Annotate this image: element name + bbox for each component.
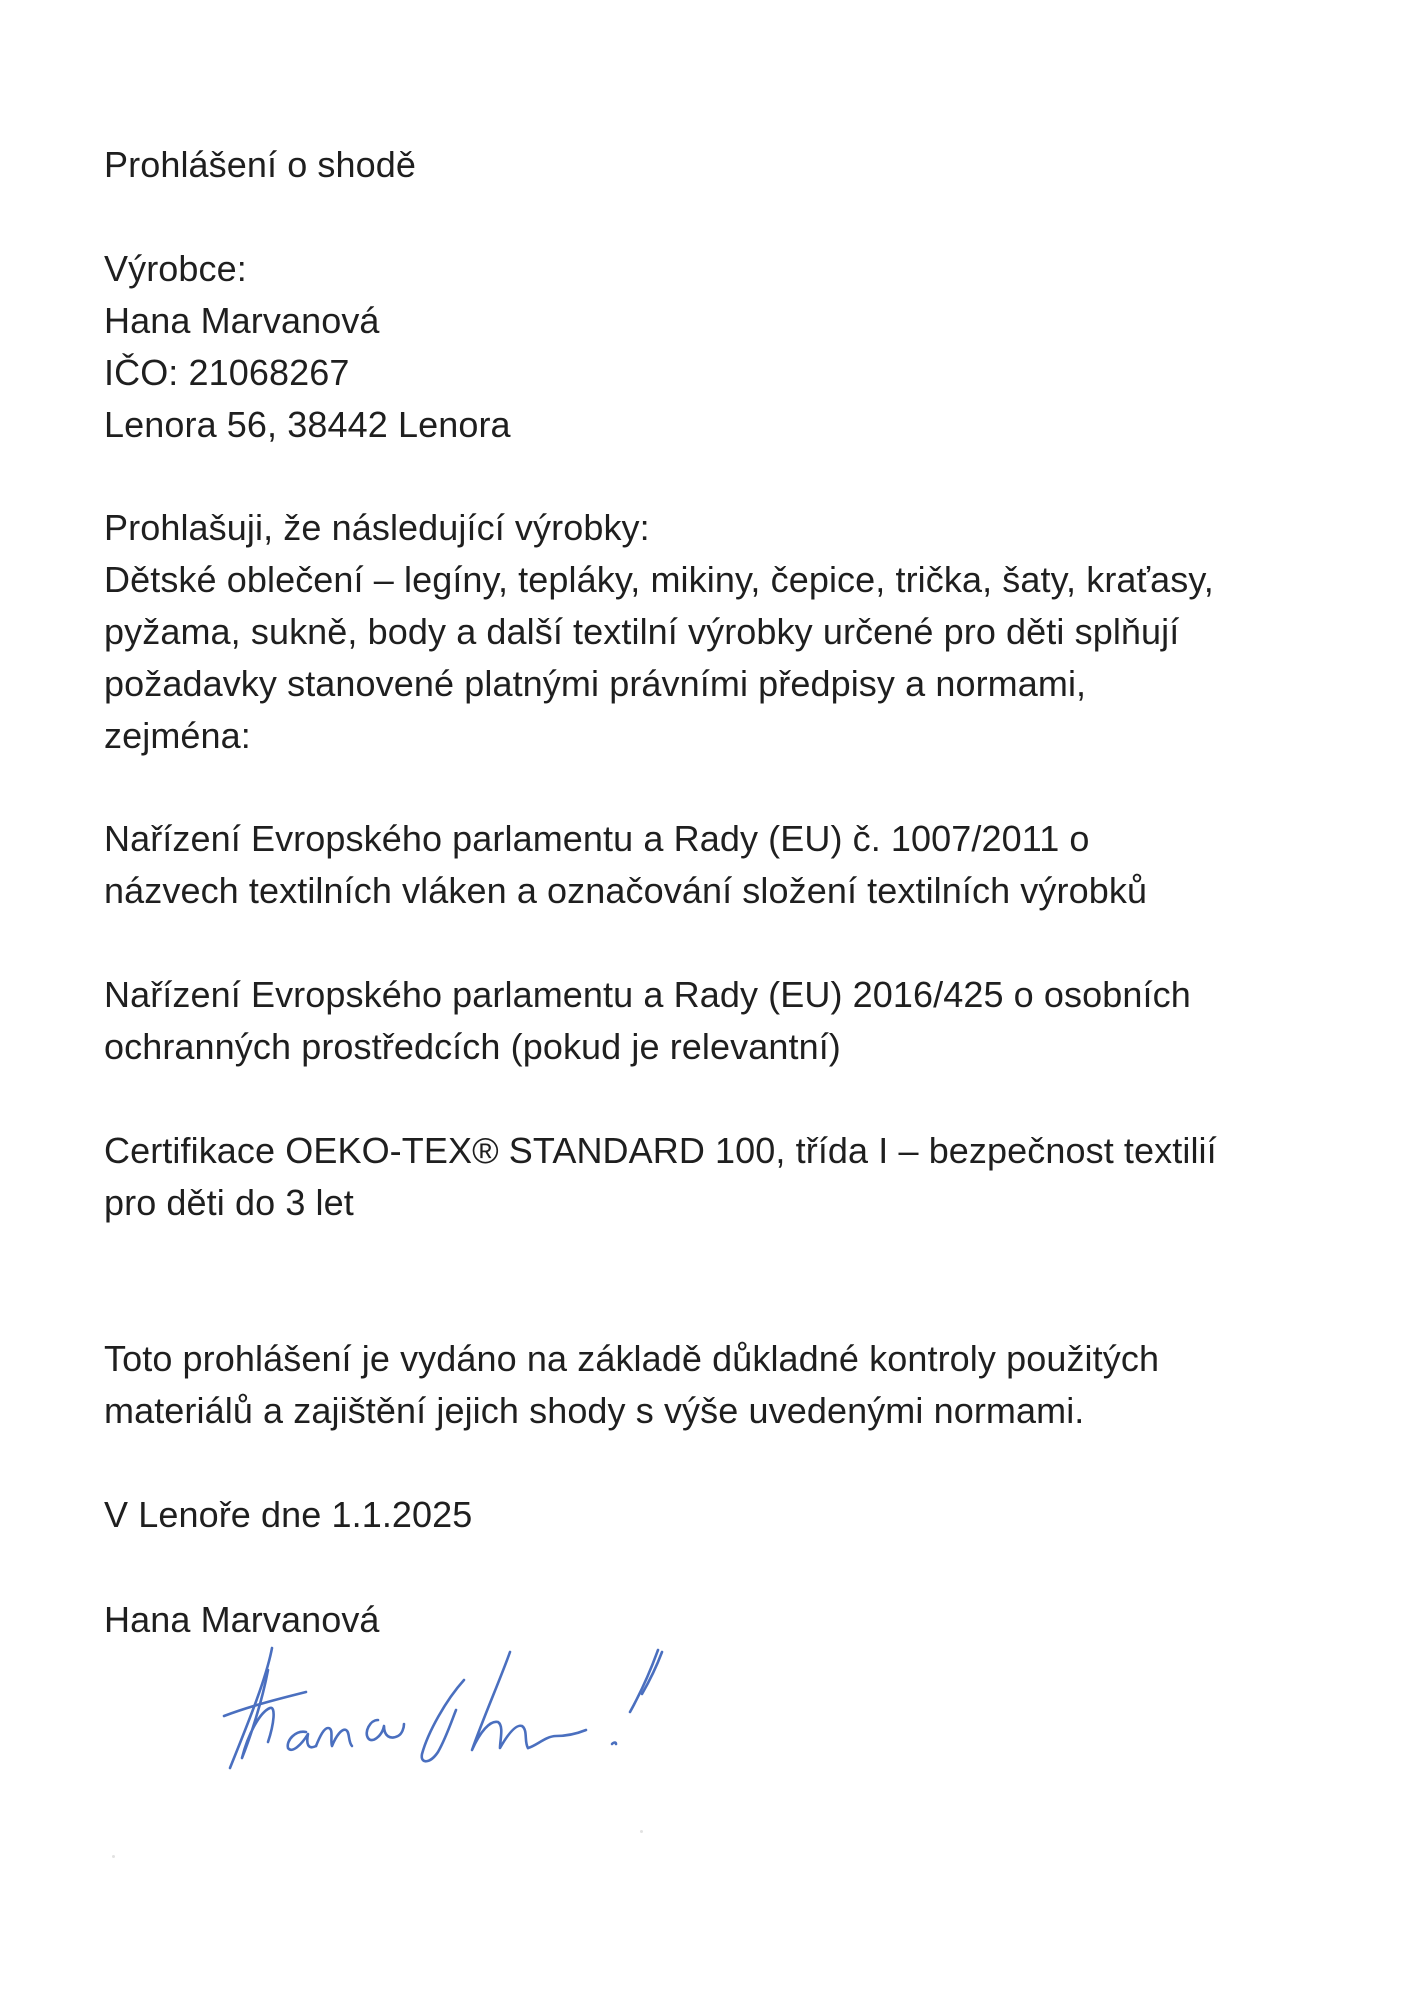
closing-line: materiálů a zajištění jejich shody s výše uvedenými normami. [104,1390,1085,1431]
certification-oeko-tex [104,1125,1324,1229]
manufacturer-address: Lenora 56, 38442 Lenora [104,404,511,445]
regulation-line: Nařízení Evropského parlamentu a Rady (EU) 2016/425 o osobních [104,974,1191,1015]
regulation-ppe [104,969,1324,1073]
paper-speck [640,1830,643,1833]
declaration-line: požadavky stanovené platnými právními předpisy a normami, [104,663,1087,704]
declaration-paragraph [104,502,1324,762]
regulation-textile-fibres [104,813,1324,917]
manufacturer-ico: IČO: 21068267 [104,352,350,393]
regulation-line: ochranných prostředcích (pokud je relevantní) [104,1026,841,1067]
title-text: Prohlášení o shodě [104,144,417,185]
paper-speck [112,1855,115,1858]
signatory-text: Hana Marvanová [104,1599,380,1640]
signatory-name [104,1594,1324,1646]
declaration-line: pyžama, sukně, body a další textilní výrobky určené pro děti splňují [104,611,1180,652]
document-title [104,139,1324,191]
place-date-text: V Lenoře dne 1.1.2025 [104,1494,473,1535]
manufacturer-name: Hana Marvanová [104,300,380,341]
regulation-line: názvech textilních vláken a označování složení textilních výrobků [104,870,1148,911]
declaration-line: Dětské oblečení – legíny, tepláky, mikiny, čepice, trička, šaty, kraťasy, [104,559,1214,600]
certification-line: pro děti do 3 let [104,1182,354,1223]
declaration-line: zejména: [104,715,251,756]
manufacturer-label: Výrobce: [104,248,247,289]
closing-line: Toto prohlášení je vydáno na základě důkladné kontroly použitých [104,1338,1160,1379]
manufacturer-block [104,243,1324,451]
certification-line: Certifikace OEKO-TEX® STANDARD 100, třída I – bezpečnost textilií [104,1130,1217,1171]
regulation-line: Nařízení Evropského parlamentu a Rady (EU) č. 1007/2011 o [104,818,1090,859]
place-and-date [104,1489,1324,1541]
handwritten-signature [210,1640,770,1790]
closing-paragraph [104,1333,1324,1437]
declaration-line: Prohlašuji, že následující výrobky: [104,507,650,548]
